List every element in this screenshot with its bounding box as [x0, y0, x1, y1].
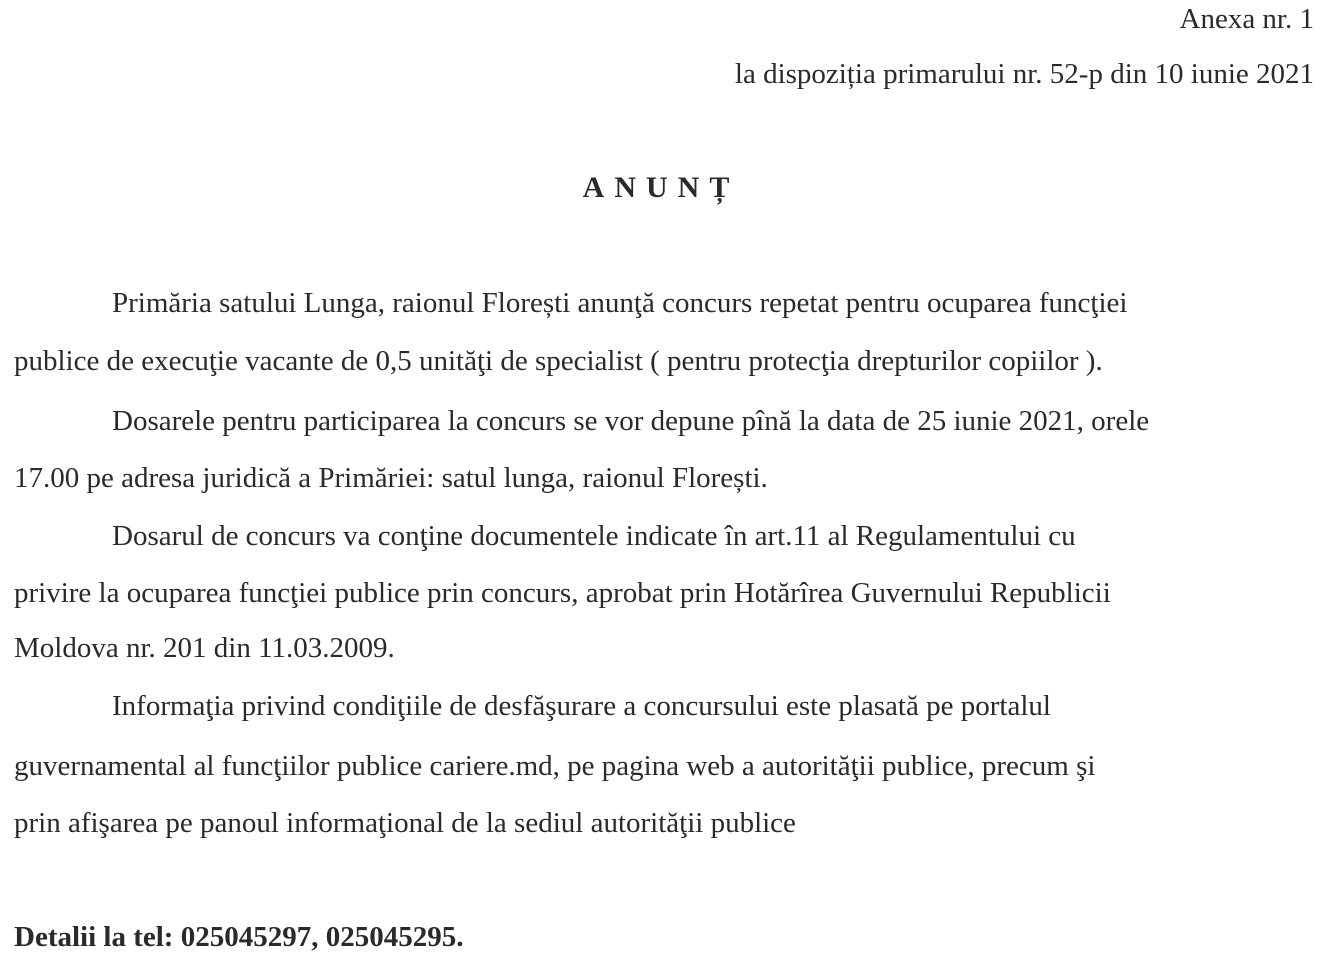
paragraph-2-line-1: Dosarele pentru participarea la concurs se vor depune pînă la data de 25 iunie 2021, orele: [112, 405, 1150, 437]
paragraph-4-line-1: Informaţia privind condiţiile de desfăşurare a concursului este plasată pe portalul: [112, 690, 1051, 722]
paragraph-4-line-3: prin afişarea pe panoul informaţional de la sediul autorităţii publice: [14, 807, 796, 839]
paragraph-1-line-1: Primăria satului Lunga, raionul Florești anunţă concurs repetat pentru ocuparea funcţiei: [112, 287, 1128, 319]
paragraph-3-line-2: privire la ocuparea funcţiei publice prin concurs, aprobat prin Hotărîrea Guvernului Republicii: [14, 577, 1111, 609]
contact-phones: Detalii la tel: 025045297, 025045295.: [14, 921, 464, 953]
paragraph-3-line-1: Dosarul de concurs va conţine documentele indicate în art.11 al Regulamentului cu: [112, 520, 1076, 552]
paragraph-4-line-2: guvernamental al funcţiilor publice cariere.md, pe pagina web a autorităţii publice, precum şi: [14, 750, 1096, 782]
disposition-reference: la dispoziția primarului nr. 52-p din 10 iunie 2021: [734, 58, 1314, 90]
paragraph-1-line-2: publice de execuţie vacante de 0,5 unităţi de specialist ( pentru protecţia drepturilor copiilor ).: [14, 345, 1103, 377]
paragraph-3-line-3: Moldova nr. 201 din 11.03.2009.: [14, 632, 395, 664]
annex-label: Anexa nr. 1: [1179, 3, 1314, 35]
paragraph-2-line-2: 17.00 pe adresa juridică a Primăriei: satul lunga, raionul Florești.: [14, 462, 768, 494]
announcement-title: ANUNȚ: [582, 171, 740, 204]
